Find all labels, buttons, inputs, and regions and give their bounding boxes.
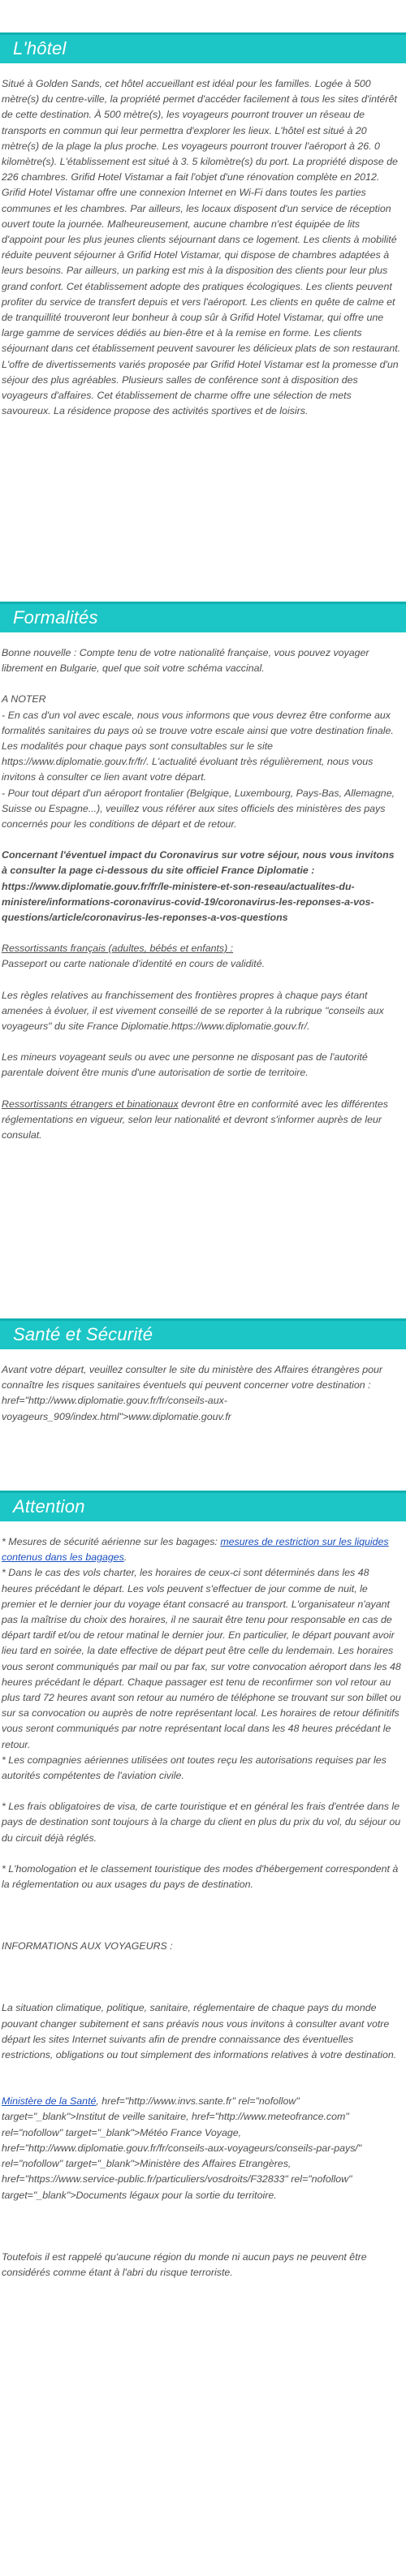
formalites-intro: Bonne nouvelle : Compte tenu de votre nationalité française, vous pouvez voyager librement en Bulgarie, quel que soit votre schéma vaccinal.: [2, 647, 369, 675]
info-voyageurs-title: INFORMATIONS AUX VOYAGEURS :: [2, 1940, 173, 1952]
hotel-section: [0, 32, 406, 419]
resso-fr-title: Ressortissants français (adultes, bébés et enfants) :: [2, 943, 234, 955]
formalites-section: [0, 602, 406, 1143]
hotel-description: Situé à Golden Sands, cet hôtel accueillant est idéal pour les familles. Logée à 500 mètre(s) du centre-ville, la propriété permet d'accéder facilement à tous les sites d'intérêt de cette destination. À 500 mètre(s), les voyageurs pourront trouver un réseau de transports en commun qui leur permettra d'explorer les lieux. L'hôtel est situé à 20 mètre(s) de la plage la plus proche. Les voyageurs pourront trouver l'aéroport à 26. 0 kilomètre(s). L'établissement est situé à 3. 5 kilomètre(s) du port. La propriété dispose de 226 chambres. Grifid Hotel Vistamar a fait l'objet d'une rénovation complète en 2012. Grifid Hotel Vistamar offre une connexion Internet en Wi-Fi dans toutes les parties communes et les chambres. Par ailleurs, les locaux disposent d'un service de réception ouvert toute la journée. Malheureusement, aucune chambre n'est équipée de lits d'appoint pour les plus jeunes clients séjournant dans ce logement. Les clients à mobilité réduite peuvent séjourner à Grifid Hotel Vistamar, qui dispose de chambres adaptées à leurs besoins. Par ailleurs, un parking est mis à la disposition des clients pour leur plus grand confort. Cet établissement adopte des pratiques écologiques. Les clients peuvent profiter du service de transfert depuis et vers l'aéroport. Les clients en quête de calme et de tranquillité trouveront leur bonheur à coup sûr à Grifid Hotel Vistamar, qui offre une large gamme de services dédiés au bien-être et à la remise en forme. Les clients séjournant dans cet établissement peuvent savourer les délicieux plats de son restaurant. L'offre de divertissements variés proposée par Grifid Hotel Vistamar est la promesse d'un séjour des plus agréables. Plusieurs salles de conférence sont à disposition des voyageurs d'affaires. Cet établissement de charme offre une sélection de mets savoureux. La résidence propose des activités sportives et de loisirs.: [2, 78, 401, 417]
ministere-sante-link[interactable]: Ministère de la Santé: [2, 2095, 97, 2108]
sante-text: Avant votre départ, veuillez consulter le site du ministère des Affaires étrangères pour connaître les risques sanitaires éventuels qui peuvent concerner votre destination : href="http://www.diplomatie.gouv.fr/fr/conseils-aux-voyageurs_909/index.html">www.diplomatie.gouv.fr: [2, 1364, 383, 1422]
resso-etr-text: devront être en conformité avec les différentes réglementations en vigueur, selon leur nationalité et devront s'informer auprès de leur consulat.: [2, 1098, 388, 1141]
formalites-regles: Les règles relatives au franchissement des frontières propres à chaque pays étant amenées à évoluer, il est vivement conseillé de se reporter à la rubrique "conseils aux voyageurs" du site France Diplomatie.https://www.diplomatie.gouv.fr/.: [2, 989, 384, 1033]
formalites-a-noter: A NOTER: [2, 693, 46, 705]
attention-homologation: * L'homologation et le classement touristique des modes d'hébergement correspondent à la réglementation ou aux usages du pays de destination.: [2, 1862, 399, 1891]
attention-bagages-end: .: [123, 1551, 127, 1564]
attention-banner: Attention: [0, 1491, 406, 1521]
sante-banner: Santé et Sécurité: [0, 1318, 406, 1349]
formalites-banner: Formalités: [0, 602, 406, 632]
bagages-restriction-link[interactable]: mesures de restriction sur les liquides contenus dans les bagages: [2, 1536, 389, 1564]
resso-fr-text: Passeport ou carte nationale d'identité en cours de validité.: [2, 958, 266, 970]
formalites-mineurs: Les mineurs voyageant seuls ou avec une personne ne disposant pas de l'autorité parentale doivent être munis d'une autorisation de sortie de territoire.: [2, 1051, 368, 1079]
attention-section: [0, 1491, 406, 2280]
formalites-frontalier: - Pour tout départ d'un aéroport frontalier (Belgique, Luxembourg, Pays-Bas, Allemagne, Suisse ou Espagne...), veuillez vous référer aux sites officiels des ministères des pays concernés pour les conditions de départ et de retour.: [2, 787, 395, 831]
resso-etr-paragraph: [2, 1097, 401, 1144]
formalites-modalites: Les modalités pour chaque pays sont consultables sur le site https://www.diplomatie.gouv.fr/fr/. L'actualité évoluant très régulièrement, nous vous invitons à consulter ce lien avant votre départ.: [2, 740, 374, 783]
info-ministere: [2, 2094, 401, 2203]
sante-section: [0, 1318, 406, 1425]
info-toutefois: Toutefois il est rappelé qu'aucune région du monde ni aucun pays ne peuvent être considérés comme étant à l'abri du risque terroriste.: [2, 2250, 367, 2278]
attention-bagages-label: * Mesures de sécurité aérienne sur les bagages:: [2, 1536, 221, 1547]
formalites-coronavirus: Concernant l'éventuel impact du Coronavirus sur votre séjour, nous vous invitons à consulter la page ci-dessous du site officiel France Diplomatie : https://www.diplomatie.gouv.fr/fr/le-ministere-et-son-reseau/actualites-du-ministere/informations-coronavirus-covid-19/coronavirus-les-reponses-a-vos-questions/article/coronavirus-les-reponses-a-vos-questions: [2, 849, 395, 924]
info-ministere-rest: , href="http://www.invs.sante.fr" rel="nofollow" target="_blank">Institut de veille sanitaire, href="http://www.meteofrance.com" rel="nofollow" target="_blank">Météo France Voyage, href="http://www.diplomatie.gouv.fr/fr/conseils-aux-voyageurs/conseils-par-pays/" rel="nofollow" target="_blank">Ministère des Affaires Etrangères, href="https://www.service-public.fr/particuliers/vosdroits/F32833" rel="nofollow" target="_blank">Documents légaux pour la sortie du territoire.: [2, 2095, 362, 2201]
attention-frais: * Les frais obligatoires de visa, de carte touristique et en général les frais d'entrée dans le pays de destination sont toujours à la charge du client en plus du prix du vol, du séjour ou du circuit déjà réglés.: [2, 1801, 401, 1844]
resso-etr-title: Ressortissants étrangers et binationaux: [2, 1098, 179, 1110]
formalites-escale: - En cas d'un vol avec escale, nous vous informons que vous devrez être conforme aux formalités sanitaires du pays où se trouve votre escale ainsi que votre destination finale.: [2, 709, 394, 736]
attention-bagages: [2, 1534, 401, 1565]
hotel-banner: L'hôtel: [0, 32, 406, 63]
info-situation: La situation climatique, politique, sanitaire, réglementaire de chaque pays du monde pouvant changer subitement et sans préavis nous vous invitons à consulter avant votre départ les sites Internet suivants afin de prendre connaissance des éventuelles restrictions, obligations ou tout simplement des informations relatives à votre destination.: [2, 2002, 397, 2061]
attention-compagnies: * Les compagnies aériennes utilisées ont toutes reçu les autorisations requises par les autorités compétentes de l'aviation civile.: [2, 1754, 387, 1782]
attention-charter: * Dans le cas des vols charter, les horaires de ceux-ci sont déterminés dans les 48 heures précédant le départ. Les vols peuvent s'effectuer de jour comme de nuit, le premier et le dernier jour du voyage étant consacré au transport. L'organisateur n'ayant pas la maîtrise du choix des horaires, il ne saurait être tenu pour responsable en cas de départ tardif et/ou de retour matinal le dernier jour. En particulier, le départ pouvant avoir lieu tard en soirée, la date effective de départ peut être celle du lendemain. Les horaires vous seront communiqués par mail ou par fax, sur votre convocation aéroport dans les 48 heures précédant le départ. Chaque passager est tenu de reconfirmer son vol retour au plus tard 72 heures avant son retour au numéro de téléphone se trouvant sur son billet ou sur sa convocation ou auprès de notre représentant local. Les horaires de retour définitifs vous seront communiqués par notre représentant local dans les 48 heures précédant le retour.: [2, 1567, 401, 1750]
